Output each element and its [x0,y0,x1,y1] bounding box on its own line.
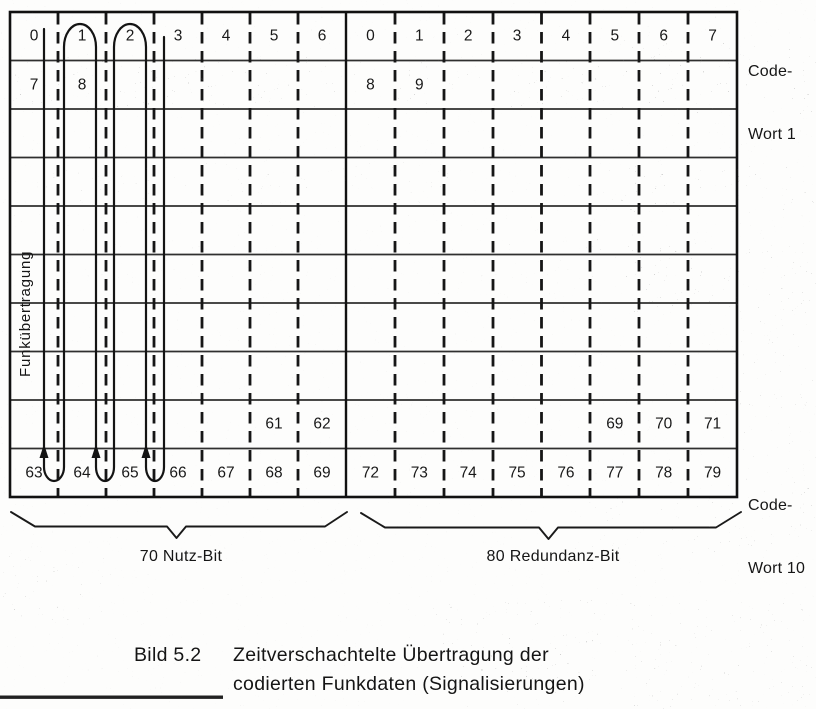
radio-transmission-axis-label: Funkübertragung [17,250,34,377]
bit-cell-left-r1-c1: 1 [77,27,87,45]
bit-cell-right-r9-c6: 70 [655,415,673,433]
bit-cell-left-r1-c0: 0 [29,27,39,45]
bit-cell-left-r1-c2: 2 [125,27,135,45]
bit-cell-right-r10-c5: 77 [606,464,624,481]
bit-cell-left-r10-c4: 67 [217,464,235,481]
bit-cell-right-r10-c4: 76 [557,464,575,481]
nutz-bit-label: 70 Nutz-Bit [139,548,223,565]
bit-cell-right-r1-c0: 0 [366,27,375,45]
figure-caption-line1: Zeitverschachtelte Übertragung der [233,644,549,666]
bit-cell-right-r2-c0: 8 [366,76,375,93]
bit-cell-right-r1-c7: 7 [708,27,717,45]
bit-cell-right-r1-c3: 3 [512,27,522,45]
bit-cell-left-r2-c1: 8 [77,76,87,93]
codeword-10-line1: Code- [748,497,793,514]
bit-cell-right-r1-c5: 5 [610,27,620,45]
bit-cell-left-r10-c6: 69 [313,464,331,481]
bit-cell-left-r2-c0: 7 [29,76,39,93]
bit-cell-left-r10-c2: 65 [121,464,139,481]
redundanz-bit-label: 80 Redundanz-Bit [486,548,620,565]
bit-cell-right-r9-c7: 71 [703,415,722,433]
bit-cell-left-r10-c3: 66 [169,464,187,481]
bit-cell-right-r10-c0: 72 [361,464,380,481]
bit-cell-left-r1-c6: 6 [317,27,327,45]
bit-cell-left-r1-c5: 5 [269,27,279,45]
bit-cell-right-r10-c6: 78 [655,464,673,481]
bit-cell-left-r1-c4: 4 [221,27,231,45]
codeword-10-line2: Wort 10 [748,560,806,577]
bit-cell-left-r10-c5: 68 [265,464,283,481]
bit-cell-right-r10-c3: 75 [508,464,526,481]
bit-cell-left-r10-c0: 63 [25,464,43,481]
bit-cell-right-r10-c1: 73 [410,464,428,481]
bit-cell-right-r1-c2: 2 [463,27,473,45]
bit-cell-right-r1-c6: 6 [659,27,668,45]
bit-cell-right-r1-c1: 1 [415,27,424,45]
bit-cell-left-r1-c3: 3 [173,27,183,45]
figure-number: Bild 5.2 [134,644,202,666]
bit-cell-right-r10-c2: 74 [459,464,477,481]
figure-caption-line2: codierten Funkdaten (Signalisierungen) [233,673,585,695]
bit-cell-right-r9-c5: 69 [606,415,624,433]
bit-cell-left-r9-c6: 62 [313,415,331,433]
bit-cell-right-r1-c4: 4 [561,27,571,45]
bit-cell-right-r2-c1: 9 [415,76,424,93]
codeword-1-label [748,19,796,187]
bit-cell-right-r10-c7: 79 [703,464,722,481]
codeword-1-line1: Code- [748,63,793,80]
codeword-10-label [748,453,805,621]
bit-cell-left-r10-c1: 64 [73,464,91,481]
codeword-1-line2: Wort 1 [748,126,797,143]
bit-cell-left-r9-c5: 61 [265,415,283,433]
